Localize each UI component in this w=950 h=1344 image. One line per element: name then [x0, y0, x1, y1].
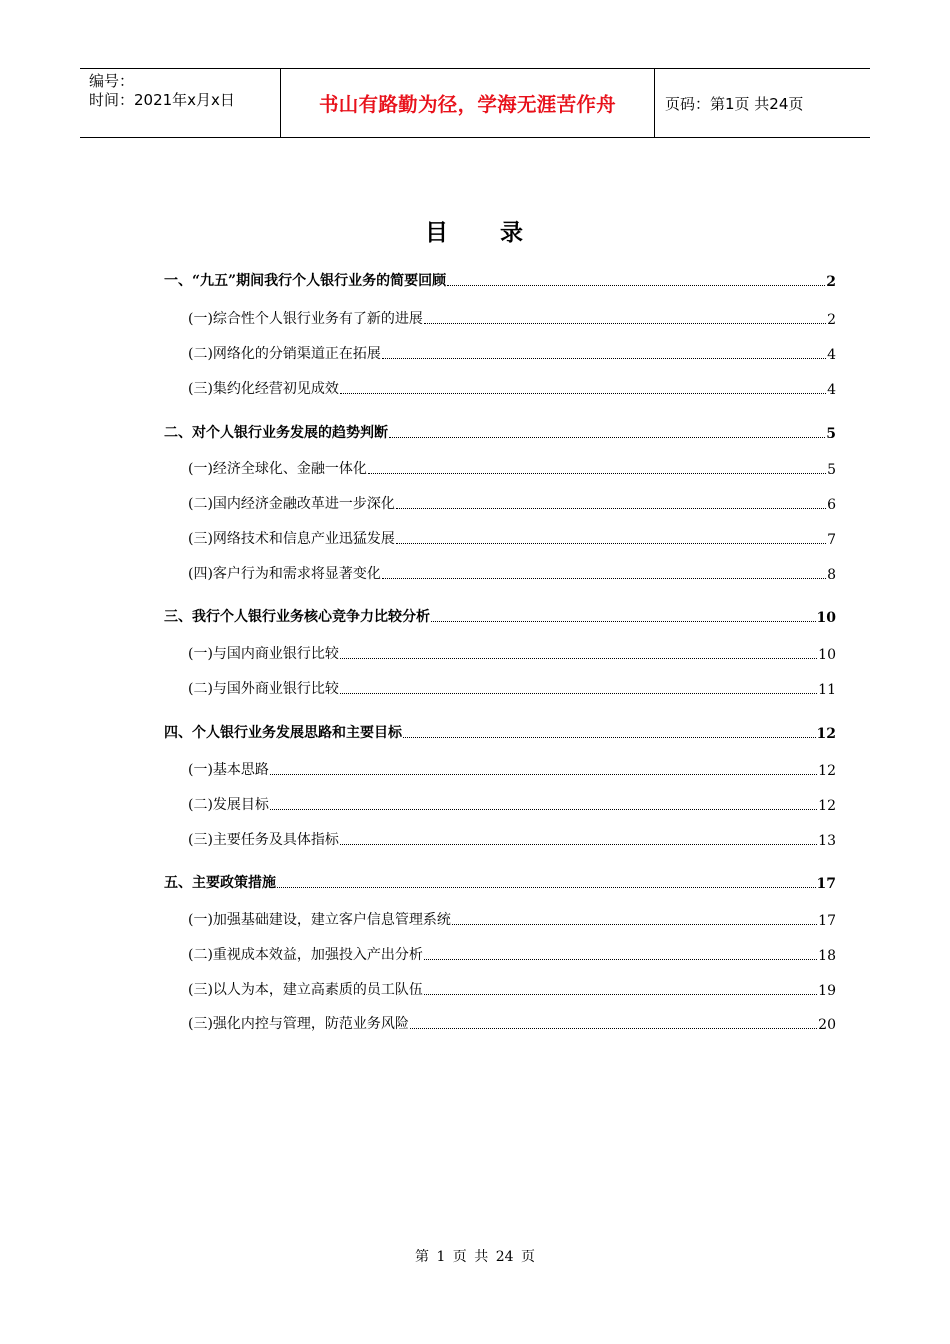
toc-page-number: 6 [827, 497, 836, 513]
toc-page-number: 12 [818, 763, 836, 779]
toc-page-number: 4 [827, 382, 836, 398]
toc-leader-dots [424, 959, 817, 960]
toc-chapter-entry[interactable] [164, 422, 836, 442]
toc-entry-text: (三)强化内控与管理，防范业务风险 [188, 1016, 409, 1032]
toc-leader-dots [340, 844, 817, 845]
toc-section-entry[interactable] [188, 979, 836, 999]
toc-leader-dots [396, 543, 826, 544]
header-page-info: 页码：第1页 共24页 [665, 94, 804, 113]
toc-page-number: 7 [827, 532, 836, 548]
toc-page-number: 8 [827, 567, 836, 583]
toc-entry-text: 一、“九五”期间我行个人银行业务的简要回顾 [164, 273, 447, 289]
toc-section-entry[interactable] [188, 1013, 836, 1033]
toc-page-number: 17 [818, 913, 836, 929]
toc-leader-dots [431, 621, 816, 622]
toc-entry-text: 四、个人银行业务发展思路和主要目标 [164, 725, 402, 741]
toc-page-number: 19 [818, 983, 836, 999]
toc-leader-dots [403, 737, 816, 738]
toc-section-entry[interactable] [188, 909, 836, 929]
toc-page-number: 10 [818, 647, 836, 663]
toc-leader-dots [270, 809, 817, 810]
toc-leader-dots [277, 887, 816, 888]
toc-page-number: 12 [816, 726, 836, 742]
toc-entry-text: (二)与国外商业银行比较 [188, 681, 339, 697]
toc-page-number: 5 [827, 462, 836, 478]
toc-section-entry[interactable] [188, 493, 836, 513]
toc-section-entry[interactable] [188, 343, 836, 363]
toc-page-number: 12 [818, 798, 836, 814]
toc-page-number: 5 [826, 426, 836, 442]
toc-entry-text: (三)网络技术和信息产业迅猛发展 [188, 531, 395, 547]
toc-section-entry[interactable] [188, 458, 836, 478]
toc-leader-dots [270, 774, 817, 775]
toc-entry-text: 三、我行个人银行业务核心竞争力比较分析 [164, 609, 430, 625]
page-footer: 第 1 页 共 24 页 [415, 1249, 535, 1265]
toc-entry-text: (三)集约化经营初见成效 [188, 381, 339, 397]
toc-entry-text: (一)经济全球化、金融一体化 [188, 461, 367, 477]
toc-leader-dots [340, 658, 817, 659]
page-header [80, 68, 870, 138]
toc-leader-dots [410, 1028, 817, 1029]
document-date: 时间：2021年x月x日 [89, 91, 235, 109]
toc-page-number: 20 [818, 1017, 836, 1033]
toc-section-entry[interactable] [188, 528, 836, 548]
toc-entry-text: (一)与国内商业银行比较 [188, 646, 339, 662]
toc-entry-text: (三)主要任务及具体指标 [188, 832, 339, 848]
toc-chapter-entry[interactable] [164, 270, 836, 290]
toc-page-number: 18 [818, 948, 836, 964]
toc-section-entry[interactable] [188, 308, 836, 328]
toc-entry-text: (一)综合性个人银行业务有了新的进展 [188, 311, 423, 327]
toc-leader-dots [368, 473, 826, 474]
toc-leader-dots [424, 323, 826, 324]
toc-leader-dots [340, 693, 817, 694]
toc-leader-dots [382, 358, 826, 359]
toc-leader-dots [396, 508, 826, 509]
toc-page-number: 13 [818, 833, 836, 849]
toc-section-entry[interactable] [188, 378, 836, 398]
toc-entry-text: (二)网络化的分销渠道正在拓展 [188, 346, 381, 362]
toc-page-number: 11 [818, 682, 836, 698]
toc-section-entry[interactable] [188, 794, 836, 814]
toc-entry-text: (二)发展目标 [188, 797, 269, 813]
toc-section-entry[interactable] [188, 759, 836, 779]
toc-entry-text: (三)以人为本，建立高素质的员工队伍 [188, 982, 423, 998]
header-motto: 书山有路勤为径，学海无涯苦作舟 [281, 69, 655, 137]
toc-section-entry[interactable] [188, 829, 836, 849]
toc-page-number: 2 [826, 274, 836, 290]
toc-entry-text: 五、主要政策措施 [164, 875, 276, 891]
toc-title: 目 录 [425, 219, 525, 246]
toc-page-number: 10 [816, 610, 836, 626]
toc-leader-dots [447, 285, 825, 286]
toc-section-entry[interactable] [188, 678, 836, 698]
toc-leader-dots [452, 924, 817, 925]
toc-section-entry[interactable] [188, 563, 836, 583]
toc-leader-dots [424, 994, 817, 995]
toc-section-entry[interactable] [188, 643, 836, 663]
toc-page-number: 4 [827, 347, 836, 363]
toc-entry-text: (一)加强基础建设，建立客户信息管理系统 [188, 912, 451, 928]
toc-entry-text: (四)客户行为和需求将显著变化 [188, 566, 381, 582]
toc-entry-text: (二)国内经济金融改革进一步深化 [188, 496, 395, 512]
toc-page-number: 2 [827, 312, 836, 328]
toc-leader-dots [382, 578, 826, 579]
toc-entry-text: 二、对个人银行业务发展的趋势判断 [164, 425, 388, 441]
document-number-label: 编号： [89, 72, 135, 90]
toc-entry-text: (一)基本思路 [188, 762, 269, 778]
toc-section-entry[interactable] [188, 944, 836, 964]
toc-chapter-entry[interactable] [164, 872, 836, 892]
toc-leader-dots [389, 437, 825, 438]
toc-leader-dots [340, 393, 826, 394]
toc-chapter-entry[interactable] [164, 722, 836, 742]
header-meta [80, 69, 281, 137]
toc-chapter-entry[interactable] [164, 606, 836, 626]
toc-entry-text: (二)重视成本效益，加强投入产出分析 [188, 947, 423, 963]
toc-page-number: 17 [816, 876, 836, 892]
